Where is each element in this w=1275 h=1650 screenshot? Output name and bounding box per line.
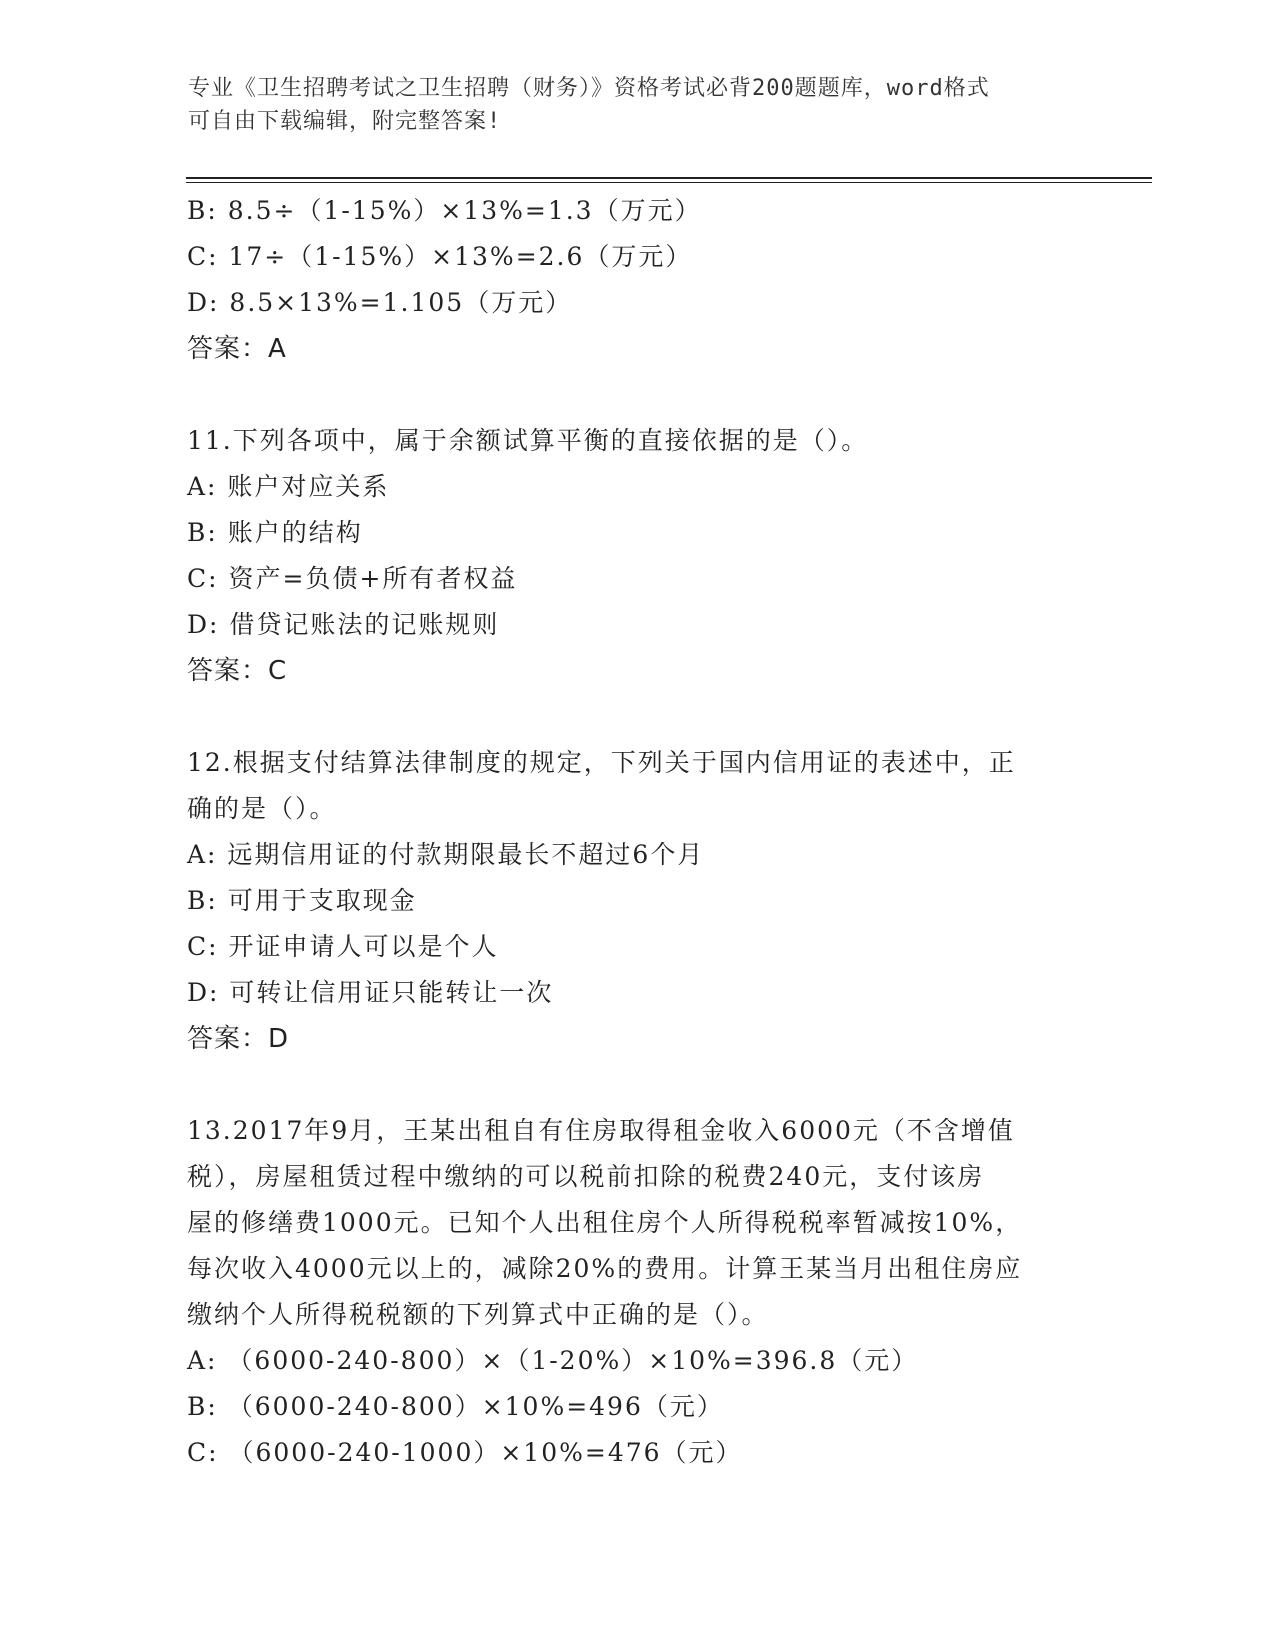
spacer — [187, 694, 1067, 740]
question-stem-line: 12.根据支付结算法律制度的规定，下列关于国内信用证的表述中，正 — [187, 748, 1016, 777]
question-stem-line: 每次收入4000元以上的，减除20%的费用。计算王某当月出租住房应 — [187, 1254, 1023, 1283]
question-12 — [187, 740, 1067, 1062]
answer: 答案：D — [187, 1024, 290, 1054]
question-stem-line: 13.2017年9月，王某出租自有住房取得租金收入6000元（不含增值 — [187, 1116, 1015, 1145]
header-line-2: 可自由下载编辑，附完整答案! — [188, 109, 502, 134]
option-a: A: （6000-240-800）×（1-20%）×10%=396.8（元） — [187, 1346, 919, 1375]
option-d: D: 可转让信用证只能转让一次 — [187, 978, 554, 1007]
question-stem-line: 缴纳个人所得税税额的下列算式中正确的是（）。 — [187, 1300, 769, 1329]
option-a: A: 账户对应关系 — [187, 472, 390, 501]
option-b: B: 账户的结构 — [187, 518, 363, 547]
question-stem-line: 确的是（）。 — [187, 794, 337, 823]
spacer — [187, 1062, 1067, 1108]
document-header — [188, 72, 1088, 138]
document-body — [187, 188, 1067, 1476]
option-a: A: 远期信用证的付款期限最长不超过6个月 — [187, 840, 705, 869]
answer: 答案：C — [187, 656, 288, 686]
question-stem: 11.下列各项中，属于余额试算平衡的直接依据的是（）。 — [187, 426, 869, 455]
option-b: B: （6000-240-800）×10%=496（元） — [187, 1392, 724, 1421]
option-c: C: 17÷（1-15%）×13%=2.6（万元） — [187, 242, 693, 271]
option-d: D: 借贷记账法的记账规则 — [187, 610, 500, 639]
question-13 — [187, 1108, 1067, 1476]
option-b: B: 8.5÷（1-15%）×13%=1.3（万元） — [187, 196, 702, 225]
header-line-1: 专业《卫生招聘考试之卫生招聘（财务）》资格考试必背200题题库，word格式 — [188, 76, 990, 101]
question-11 — [187, 418, 1067, 694]
option-b: B: 可用于支取现金 — [187, 886, 417, 915]
option-c: C: 开证申请人可以是个人 — [187, 932, 499, 961]
option-d: D: 8.5×13%=1.105（万元） — [187, 288, 573, 317]
question-10 — [187, 188, 1067, 372]
header-divider — [186, 177, 1152, 179]
answer: 答案：A — [187, 334, 287, 364]
option-c: C: （6000-240-1000）×10%=476（元） — [187, 1438, 743, 1467]
question-stem-line: 税），房屋租赁过程中缴纳的可以税前扣除的税费240元，支付该房 — [187, 1162, 985, 1191]
spacer — [187, 372, 1067, 418]
question-stem-line: 屋的修缮费1000元。已知个人出租住房个人所得税税率暂减按10%， — [187, 1208, 1023, 1237]
option-c: C: 资产=负债+所有者权益 — [187, 564, 518, 593]
header-divider-thin — [186, 182, 1152, 183]
